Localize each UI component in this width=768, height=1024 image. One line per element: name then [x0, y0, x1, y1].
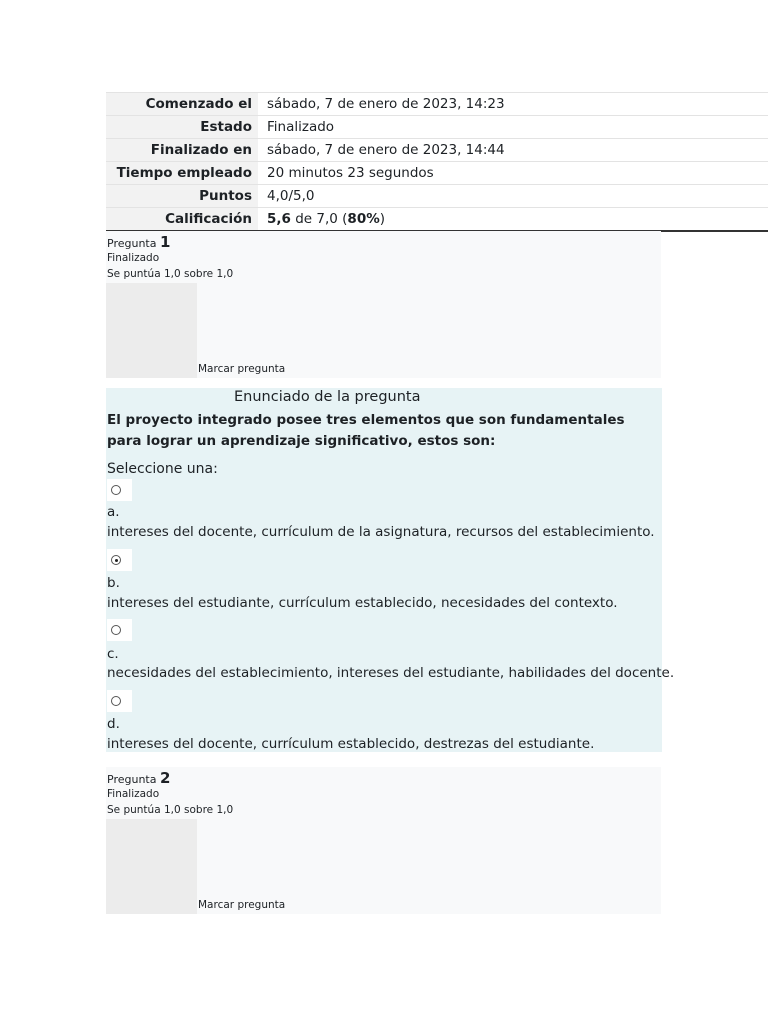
question-number — [107, 769, 170, 787]
option-b-letter: b. — [107, 575, 120, 591]
option-b-radio[interactable] — [107, 549, 132, 571]
question-2-info — [106, 767, 661, 914]
summary-row — [106, 162, 768, 185]
summary-label: Estado — [106, 116, 258, 139]
summary-row — [106, 116, 768, 139]
flag-question-link[interactable]: Marcar pregunta — [198, 899, 286, 911]
summary-row-grade — [106, 208, 768, 232]
question-stem: El proyecto integrado posee tres elementos que son fundamentales para lograr un aprendizaje significativo, estos son: — [107, 412, 625, 449]
option-d-text[interactable]: intereses del docente, currículum establecido, destrezas del estudiante. — [107, 736, 595, 752]
grade-value — [258, 208, 768, 232]
summary-label: Finalizado en — [106, 139, 258, 162]
flag-area — [106, 819, 197, 914]
summary-value: sábado, 7 de enero de 2023, 14:44 — [258, 139, 768, 162]
question-1-content — [106, 388, 675, 752]
summary-label: Calificación — [106, 208, 258, 232]
question-prefix: Pregunta — [107, 773, 157, 786]
summary-label: Tiempo empleado — [106, 162, 258, 185]
option-c-text[interactable]: necesidades del establecimiento, intereses del estudiante, habilidades del docente. — [107, 665, 675, 681]
option-d-radio[interactable] — [107, 690, 132, 712]
option-a-text[interactable]: intereses del docente, currículum de la asignatura, recursos del establecimiento. — [107, 524, 655, 540]
option-d-letter: d. — [107, 716, 120, 732]
summary-value: sábado, 7 de enero de 2023, 14:23 — [258, 93, 768, 116]
grade-score: 5,6 — [267, 211, 291, 227]
summary-label: Comenzado el — [106, 93, 258, 116]
summary-value: Finalizado — [258, 116, 768, 139]
answer-prompt: Seleccione una: — [107, 461, 218, 477]
question-1-info — [106, 231, 661, 378]
summary-label: Puntos — [106, 185, 258, 208]
flag-area — [106, 283, 197, 378]
summary-row — [106, 185, 768, 208]
grade-mid: de 7,0 ( — [290, 211, 348, 227]
summary-value: 20 minutos 23 segundos — [258, 162, 768, 185]
question-number — [107, 233, 170, 251]
radio-circle-icon — [111, 625, 121, 635]
question-grade: Se puntúa 1,0 sobre 1,0 — [107, 268, 234, 280]
grade-percent: 80% — [347, 211, 380, 227]
option-a-letter: a. — [107, 504, 120, 520]
option-c-radio[interactable] — [107, 619, 132, 641]
radio-circle-icon — [111, 485, 121, 495]
attempt-summary-table — [106, 92, 768, 232]
radio-selected-icon — [111, 555, 121, 565]
summary-row — [106, 139, 768, 162]
question-number-value: 1 — [159, 233, 171, 251]
question-state: Finalizado — [107, 252, 160, 264]
option-b-text[interactable]: intereses del estudiante, currículum establecido, necesidades del contexto. — [107, 595, 618, 611]
summary-value: 4,0/5,0 — [258, 185, 768, 208]
flag-question-link[interactable]: Marcar pregunta — [198, 363, 286, 375]
question-prefix: Pregunta — [107, 237, 157, 250]
option-c-letter: c. — [107, 646, 119, 662]
question-state: Finalizado — [107, 788, 160, 800]
radio-circle-icon — [111, 696, 121, 706]
summary-row — [106, 93, 768, 116]
question-grade: Se puntúa 1,0 sobre 1,0 — [107, 804, 234, 816]
option-a-radio[interactable] — [107, 479, 132, 501]
grade-end: ) — [379, 211, 386, 227]
question-number-value: 2 — [159, 769, 171, 787]
question-header: Enunciado de la pregunta — [234, 389, 421, 405]
